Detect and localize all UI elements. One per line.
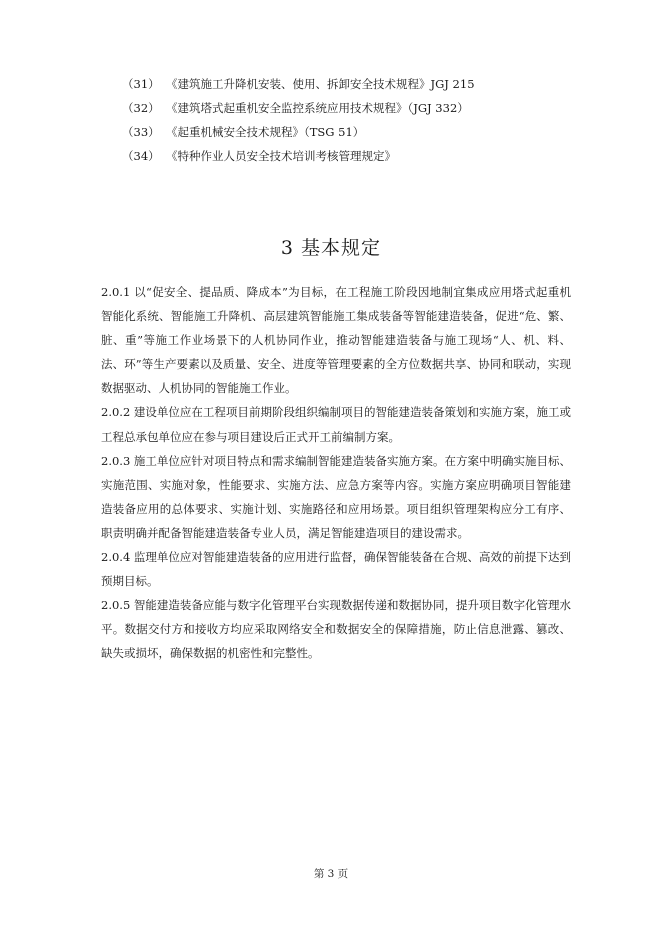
clause-paragraph: 2.0.3 施工单位应针对项目特点和需求编制智能建造装备实施方案。在方案中明确实施目标、实施范围、实施对象，性能要求、实施方法、应急方案等内容。实施方案应明确项目智能建造装备应用的总体要求、实施计划、实施路径和应用场景。项目组织管理架构应分工有序、职责明确并配备智能建造装备专业人员，满足智能建造项目的建设需求。 xyxy=(101,453,571,540)
reference-item xyxy=(122,144,475,168)
reference-item xyxy=(122,72,475,96)
page-number: 第 3 页 xyxy=(313,868,349,880)
clause-paragraph: 2.0.1 以“促安全、提品质、降成本”为目标，在工程施工阶段因地制宜集成应用塔式起重机智能化系统、智能施工升降机、高层建筑智能施工集成装备等智能建造装备，促进“危、繁、脏、重”等施工作业场景下的人机协同作业，推动智能建造装备与施工现场“人、机、料、法、环”等生产要素以及质量、安全、进度等管理要素的全方位数据共享、协同和联动，实现数据驱动、人机协同的智能施工作业。 xyxy=(101,285,571,396)
reference-number: （32） xyxy=(122,101,160,115)
chapter-title: 3 基本规定 xyxy=(280,237,382,259)
reference-title: 《建筑塔式起重机安全监控系统应用技术规程》（JGJ 332） xyxy=(166,101,469,115)
clause-paragraph: 2.0.2 建设单位应在工程项目前期阶段组织编制项目的智能建造装备策划和实施方案，施工或工程总承包单位应在参与项目建设后正式开工前编制方案。 xyxy=(101,405,571,444)
reference-title: 《特种作业人员安全技术培训考核管理规定》 xyxy=(166,149,396,163)
reference-number: （34） xyxy=(122,149,160,163)
clause-paragraph: 2.0.4 监理单位应对智能建造装备的应用进行监督，确保智能装备在合规、高效的前提下达到预期目标。 xyxy=(101,550,571,589)
clause-paragraph: 2.0.5 智能建造装备应能与数字化管理平台实现数据传递和数据协同，提升项目数字化管理水平。数据交付方和接收方均应采取网络安全和数据安全的保障措施，防止信息泄露、篡改、缺失或损坏，确保数据的机密性和完整性。 xyxy=(101,598,571,661)
reference-number: （31） xyxy=(122,77,160,91)
reference-title: 《建筑施工升降机安装、使用、拆卸安全技术规程》JGJ 215 xyxy=(166,77,475,91)
reference-list xyxy=(122,72,475,168)
reference-item xyxy=(122,120,475,144)
reference-title: 《起重机械安全技术规程》（TSG 51） xyxy=(166,125,365,139)
reference-number: （33） xyxy=(122,125,160,139)
clause-list xyxy=(101,280,571,666)
reference-item xyxy=(122,96,475,120)
